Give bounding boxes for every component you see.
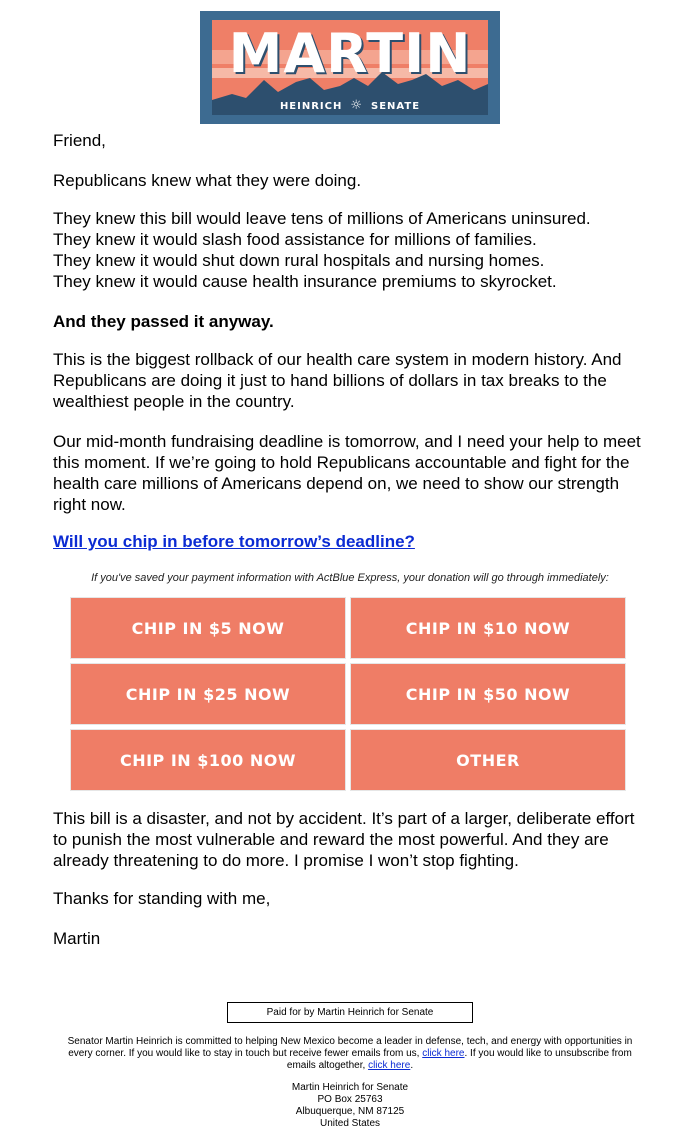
logo-field	[212, 20, 488, 115]
unsubscribe-link[interactable]: click here	[368, 1060, 411, 1071]
donate-5-button[interactable]: CHIP IN $5 NOW	[70, 597, 346, 659]
address-line: Martin Heinrich for Senate	[291, 1082, 409, 1093]
chip-in-link[interactable]: Will you chip in before tomorrow’s deadline?	[53, 532, 415, 551]
closing: Thanks for standing with me,	[53, 889, 271, 908]
paragraph-disaster: This bill is a disaster, and not by accident. It’s part of a larger, deliberate effort to punish the most vulnerable and reward the most powerful. And they are already threatening to do more. I promise I won’t stop fighting.	[53, 809, 635, 870]
footer-text-2: . If you would like to unsubscribe from emails altogether,	[286, 1048, 632, 1071]
logo-first: HEINRICH	[279, 100, 343, 112]
donate-10-button[interactable]: CHIP IN $10 NOW	[350, 597, 626, 659]
actblue-express-note: If you've saved your payment information with ActBlue Express, your donation will go through immediately:	[91, 572, 609, 584]
footer-text	[55, 1036, 645, 1072]
paragraph-rollback: This is the biggest rollback of our health care system in modern history. And Republicans are doing it just to hand billions of dollars in tax breaks to the wealthiest people in the country.	[53, 350, 622, 411]
signature: Martin	[53, 929, 101, 948]
logo-second: SENATE	[371, 100, 421, 112]
paragraph-deadline: Our mid-month fundraising deadline is tomorrow, and I need your help to meet this moment. If we’re going to hold Republicans accountable and fight for the health care millions of Americans depend on, we need to show our strength right now.	[53, 432, 641, 514]
paragraph-passed: And they passed it anyway.	[53, 312, 274, 331]
address-line: PO Box 25763	[317, 1094, 383, 1105]
paragraph-intro: Republicans knew what they were doing.	[53, 171, 362, 190]
logo-name: MARTIN	[228, 22, 472, 85]
paragraph-knew	[53, 208, 653, 292]
fewer-emails-link[interactable]: click here	[422, 1048, 465, 1059]
logo-subtitle	[212, 98, 488, 114]
greeting: Friend,	[53, 131, 106, 150]
knew-line: They knew this bill would leave tens of millions of Americans uninsured.	[53, 209, 591, 228]
knew-line: They knew it would slash food assistance for millions of families.	[53, 230, 537, 249]
donation-button-grid	[70, 597, 630, 791]
footer-text-3: .	[410, 1060, 414, 1071]
donate-25-button[interactable]: CHIP IN $25 NOW	[70, 663, 346, 725]
paid-for-disclaimer: Paid for by Martin Heinrich for Senate	[227, 1002, 473, 1023]
zia-sun-icon: ☼	[350, 98, 364, 113]
footer-text-1: Senator Martin Heinrich is committed to helping New Mexico become a leader in defense, tech, and energy with opportunities in every corner. If you would like to stay in touch but receive fewer emails from us,	[67, 1036, 633, 1059]
address-line: United States	[319, 1118, 381, 1129]
mailing-address	[0, 1082, 700, 1130]
knew-line: They knew it would shut down rural hospitals and nursing homes.	[53, 251, 545, 270]
knew-line: They knew it would cause health insurance premiums to skyrocket.	[53, 272, 557, 291]
donate-50-button[interactable]: CHIP IN $50 NOW	[350, 663, 626, 725]
address-line: Albuquerque, NM 87125	[295, 1106, 405, 1117]
campaign-logo	[200, 11, 500, 124]
donate-other-button[interactable]: OTHER	[350, 729, 626, 791]
donate-100-button[interactable]: CHIP IN $100 NOW	[70, 729, 346, 791]
